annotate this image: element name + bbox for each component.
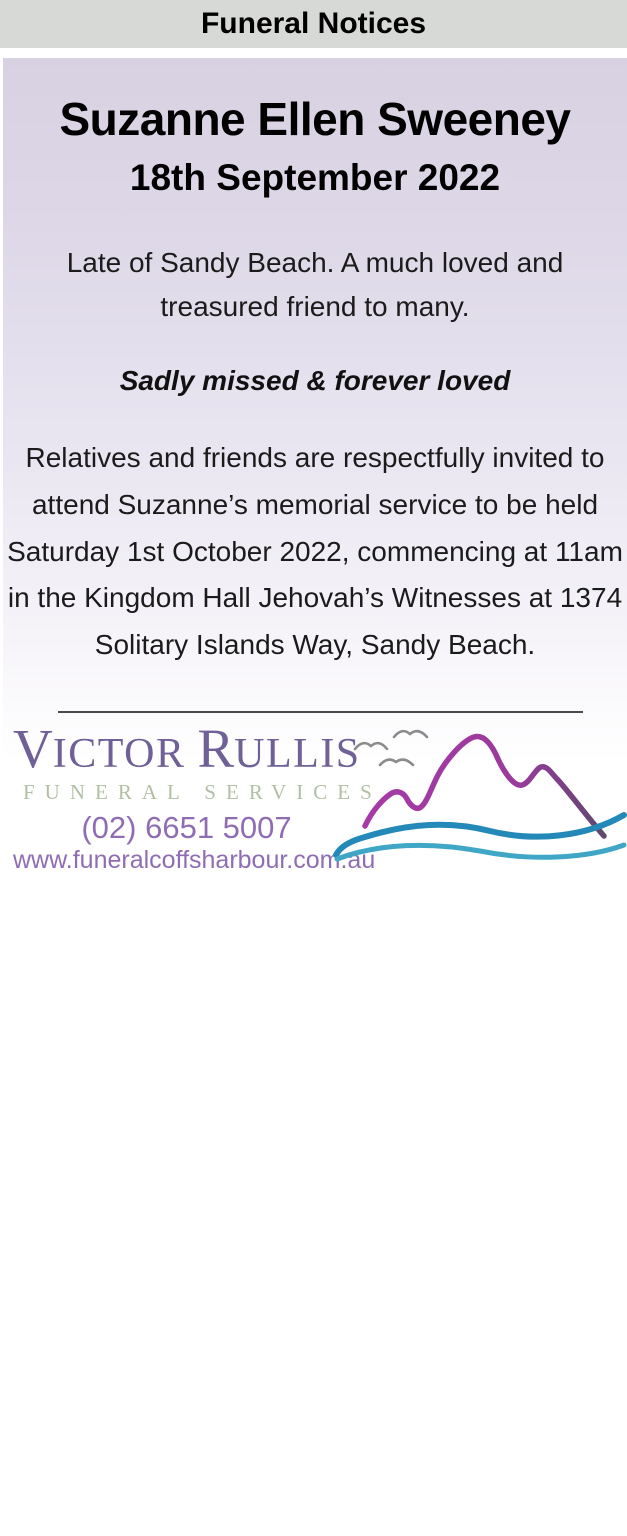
funeral-home-brand-block — [3, 717, 627, 874]
funeral-home-phone: (02) 6651 5007 — [81, 809, 292, 845]
funeral-home-name: VICTOR RULLIS — [13, 717, 361, 779]
notice-intro: Late of Sandy Beach. A much loved and treasured friend to many. — [66, 246, 564, 322]
divider-line — [58, 711, 583, 713]
wave-light-path — [337, 845, 624, 859]
funeral-notices-header-bar — [0, 0, 627, 48]
birds-icon — [355, 731, 427, 765]
funeral-home-website: www.funeralcoffsharbour.com.au — [13, 845, 376, 874]
funeral-home-tagline: FUNERAL SERVICES — [23, 779, 382, 804]
funeral-notice-card — [3, 58, 627, 886]
notice-tribute: Sadly missed & forever loved — [119, 365, 511, 397]
mountains-waves-birds-icon — [290, 719, 627, 869]
page-title: Funeral Notices — [200, 7, 427, 40]
notice-details: Relatives and friends are respectfully invited to attend Suzanne’s memorial service to be held Saturday 1st October 2022, commencing at 11am in the Kingdom Hall Jehovah’s Witnesses at 1374 Solitary Islands Way, Sandy Beach. — [7, 442, 623, 661]
death-date: 18th September 2022 — [129, 156, 501, 198]
mountain-path — [365, 736, 604, 835]
deceased-name: Suzanne Ellen Sweeney — [59, 93, 571, 145]
